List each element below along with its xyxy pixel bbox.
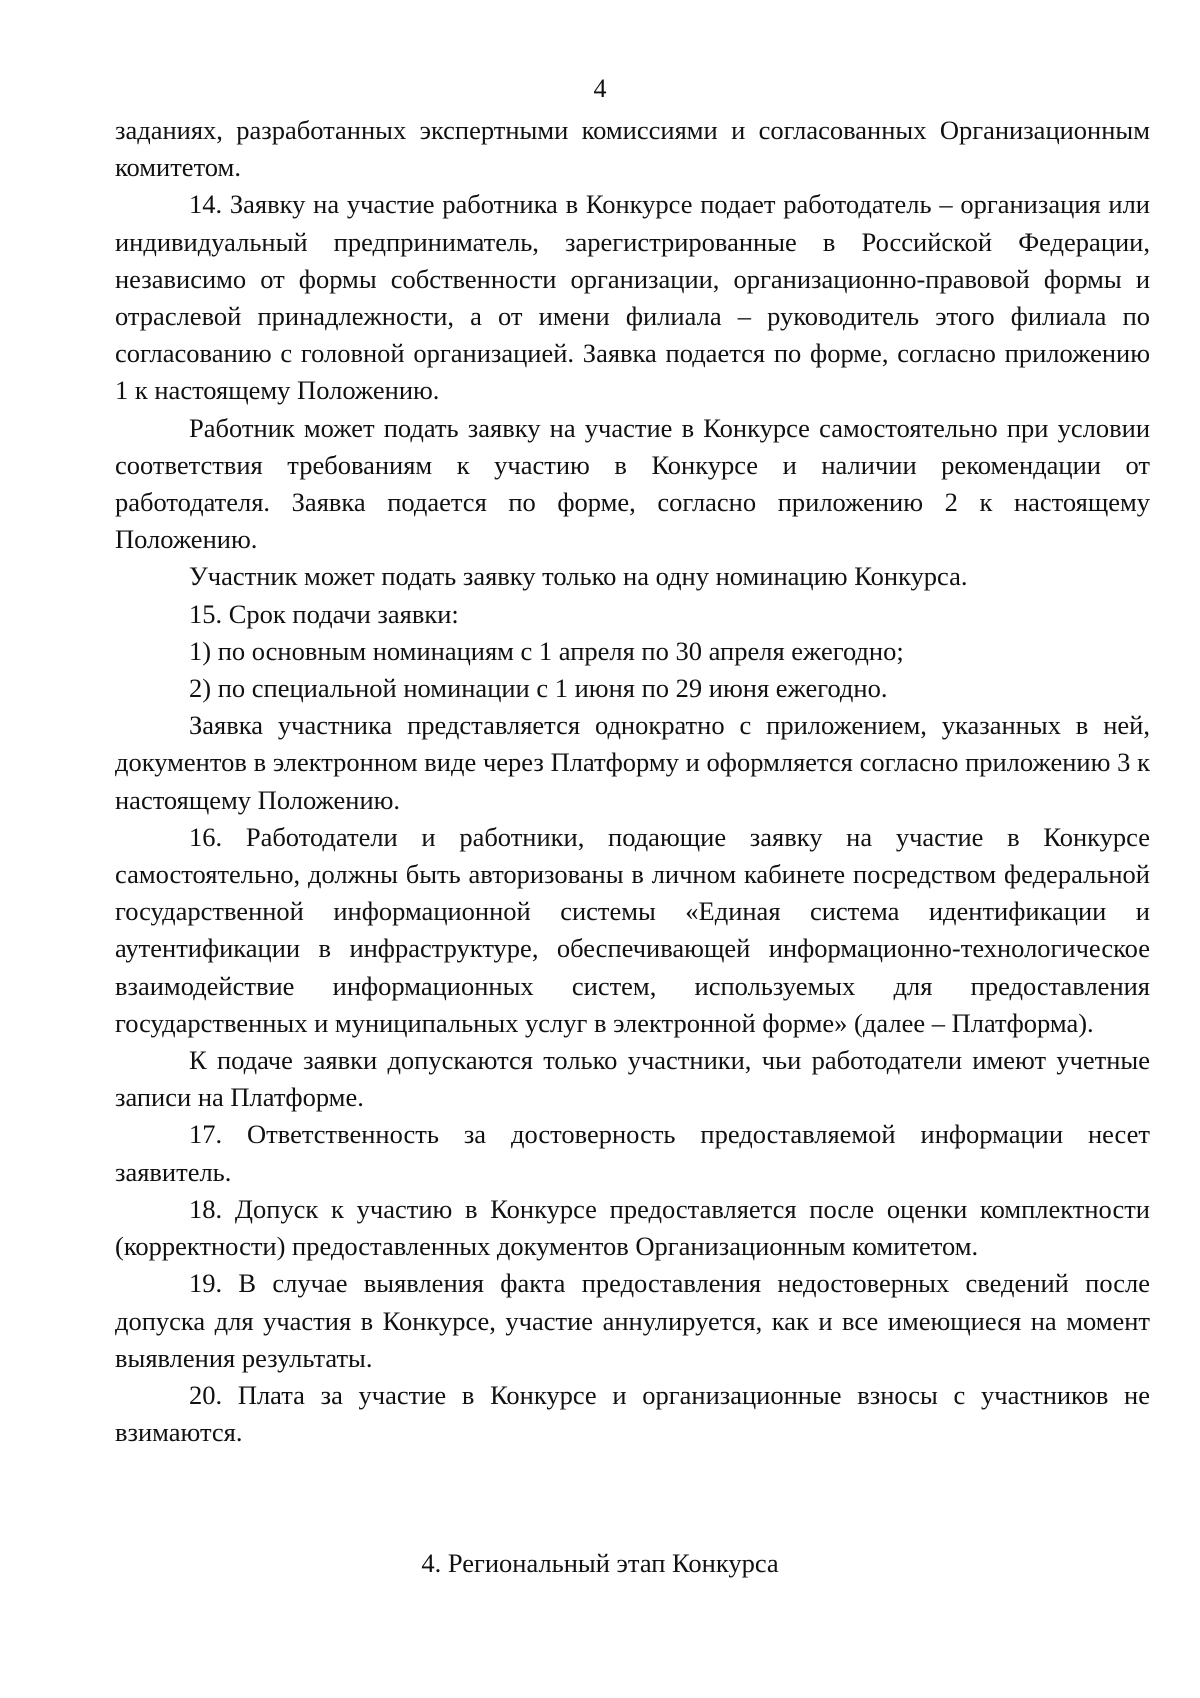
paragraph-item-17: 17. Ответственность за достоверность предоставляемой информации несет заявитель. <box>115 1119 1150 1187</box>
list-item-main-nominations: 1) по основным номинациям с 1 апреля по 30 апреля ежегодно; <box>189 635 904 666</box>
paragraph-item-16: 16. Работодатели и работники, подающие заявку на участие в Конкурсе самостоятельно, должны быть авторизованы в личном кабинете посредством федеральной государственной информационной системы «Единая система идентификации и аутентификации в инфраструктуре, обеспечивающей информационно-технологическое взаимодействие информационных систем, используемых для предоставления государственных и муниципальных услуг в электронной форме» (далее – Платформа). <box>115 821 1150 1038</box>
list-item-special-nomination: 2) по специальной номинации с 1 июня по 29 июня ежегодно. <box>189 673 888 704</box>
paragraph-one-nomination: Участник может подать заявку только на одну номинацию Конкурса. <box>189 561 968 592</box>
paragraph-platform-accounts: К подаче заявки допускаются только участники, чьи работодатели имеют учетные записи на Платформе. <box>115 1045 1150 1113</box>
paragraph-item-20: 20. Плата за участие в Конкурсе и организационные взносы с участников не взимаются. <box>115 1379 1150 1448</box>
paragraph-employee-application: Работник может подать заявку на участие в Конкурсе самостоятельно при условии соответствия требованиям к участию в Конкурсе и наличии рекомендации от работодателя. Заявка подается по форме, согласно приложению 2 к настоящему Положению. <box>115 412 1150 555</box>
paragraph-continuation: заданиях, разработанных экспертными комиссиями и согласованных Организационным комитетом. <box>115 115 1150 183</box>
section-heading: 4. Региональный этап Конкурса <box>421 1548 779 1578</box>
paragraph-item-14: 14. Заявку на участие работника в Конкурсе подает работодатель – организация или индивидуальный предприниматель, зарегистрированные в Российской Федерации, независимо от формы собственности организации, организационно-правовой формы и отраслевой принадлежности, а от имени филиала – руководитель этого филиала по согласованию с головной организацией. Заявка подается по форме, согласно приложению 1 к настоящему Положению. <box>115 189 1150 406</box>
paragraph-application-submission: Заявка участника представляется однократно с приложением, указанных в ней, документов в электронном виде через Платформу и оформляется согласно приложению 3 к настоящему Положению. <box>115 710 1150 815</box>
paragraph-item-19: 19. В случае выявления факта предоставления недостоверных сведений после допуска для участия в Конкурсе, участие аннулируется, как и все имеющиеся на момент выявления результаты. <box>115 1268 1150 1373</box>
paragraph-item-18: 18. Допуск к участию в Конкурсе предоставляется после оценки комплектности (корректности) предоставленных документов Организационным комитетом. <box>115 1193 1150 1262</box>
paragraph-item-15: 15. Срок подачи заявки: <box>189 598 459 629</box>
page-number: 4 <box>593 74 607 103</box>
document-body <box>115 112 1150 1451</box>
